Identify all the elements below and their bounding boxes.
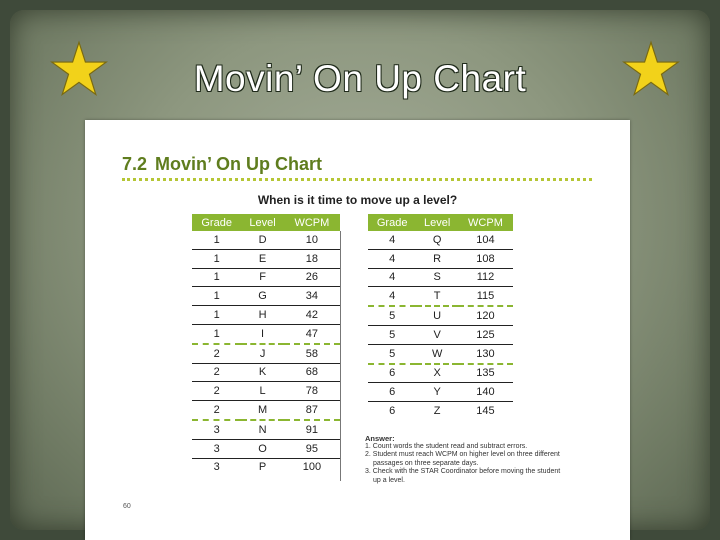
column-header: Grade (192, 214, 241, 231)
table-cell: 78 (284, 382, 340, 401)
table-cell: 6 (368, 383, 416, 402)
table-row (192, 249, 340, 268)
level-table-left (192, 214, 340, 476)
table-cell: U (416, 306, 458, 325)
table-divider-line (340, 231, 341, 481)
table-cell: 26 (284, 268, 340, 287)
table-row (192, 306, 340, 325)
table-row (192, 324, 340, 343)
table-row (368, 287, 513, 306)
table-cell: 58 (284, 344, 340, 363)
table-row (192, 268, 340, 287)
table-cell: 1 (192, 287, 241, 306)
star-icon (50, 40, 108, 98)
answer-item: 3. Check with the STAR Coordinator before moving the student up a level. (365, 468, 561, 484)
table-cell: N (241, 420, 283, 439)
table-row (192, 420, 340, 439)
column-header: WCPM (284, 214, 340, 231)
table-cell: 115 (458, 287, 513, 306)
table-row (192, 363, 340, 382)
table-row (368, 268, 513, 287)
table-cell: E (241, 249, 283, 268)
table-cell: D (241, 231, 283, 249)
table-cell: 3 (192, 420, 241, 439)
table-cell: G (241, 287, 283, 306)
table-cell: 135 (458, 364, 513, 383)
table-row (368, 344, 513, 363)
table-cell: 104 (458, 231, 513, 249)
table-cell: Q (416, 231, 458, 249)
table-cell: 5 (368, 306, 416, 325)
table-cell: 87 (284, 401, 340, 420)
table-cell: 42 (284, 306, 340, 325)
table-row (192, 382, 340, 401)
answer-item: 1. Count words the student read and subtract errors. (365, 443, 528, 450)
table-cell: 1 (192, 249, 241, 268)
table-cell: 4 (368, 249, 416, 268)
table-row (192, 439, 340, 458)
table-cell: 112 (458, 268, 513, 287)
table-cell: 140 (458, 383, 513, 402)
table-cell: 91 (284, 420, 340, 439)
dotted-divider (122, 178, 592, 181)
document-page (85, 120, 630, 540)
heading-number: 7.2 (122, 154, 148, 174)
table-cell: 4 (368, 287, 416, 306)
table-cell: 4 (368, 231, 416, 249)
table-cell: J (241, 344, 283, 363)
table-cell: 68 (284, 363, 340, 382)
table-row (192, 287, 340, 306)
table-row (192, 344, 340, 363)
table-cell: 6 (389, 405, 396, 418)
table-cell: O (241, 439, 283, 458)
table-cell: 5 (368, 344, 416, 363)
heading-text: Movin’ On Up Chart (155, 154, 323, 174)
column-header: WCPM (458, 214, 513, 231)
table-cell: R (416, 249, 458, 268)
column-header: Level (416, 214, 458, 231)
table-cell: 5 (368, 325, 416, 344)
table-row (368, 325, 513, 344)
table-cell: 1 (192, 231, 241, 249)
table-cell: M (241, 401, 283, 420)
table-cell: 47 (284, 324, 340, 343)
table-cell: 3 (213, 461, 220, 474)
table-cell: I (241, 324, 283, 343)
table-row (368, 402, 513, 420)
table-cell: 3 (192, 439, 241, 458)
table-cell: 95 (284, 439, 340, 458)
table-row (368, 249, 513, 268)
table-cell: 10 (284, 231, 340, 249)
table-cell: L (241, 382, 283, 401)
table-cell: 2 (192, 382, 241, 401)
page-number: 60 (123, 503, 131, 510)
column-header: Level (241, 214, 283, 231)
table-cell: F (241, 268, 283, 287)
table-cell: S (416, 268, 458, 287)
table-row (368, 306, 513, 325)
table-row (368, 383, 513, 402)
table-cell: 145 (476, 405, 495, 418)
table-cell: 130 (458, 344, 513, 363)
table-cell: 18 (284, 249, 340, 268)
table-cell: P (258, 461, 267, 474)
table-cell: 100 (302, 461, 322, 474)
star-icon (622, 40, 680, 98)
table-cell: Y (416, 383, 458, 402)
table-cell: 34 (284, 287, 340, 306)
table-cell: 1 (192, 306, 241, 325)
table-cell: 108 (458, 249, 513, 268)
slide-title: Movin’ On Up Chart (193, 58, 527, 99)
table-cell: Z (433, 405, 441, 418)
table-cell: 1 (192, 324, 241, 343)
table-cell: V (416, 325, 458, 344)
table-cell: 125 (458, 325, 513, 344)
answer-title: Answer: (365, 434, 395, 443)
table-cell: 6 (368, 364, 416, 383)
answer-notes (365, 434, 565, 485)
table-row (368, 231, 513, 249)
table-cell: T (416, 287, 458, 306)
table-row (192, 231, 340, 249)
table-cell: H (241, 306, 283, 325)
table-cell: W (416, 344, 458, 363)
table-cell: 120 (458, 306, 513, 325)
table-cell: 1 (192, 268, 241, 287)
question-heading: When is it time to move up a level? (257, 193, 458, 207)
answer-item: 2. Student must reach WCPM on higher level on three different passages on three separate days. (365, 451, 560, 467)
table-cell: K (241, 363, 283, 382)
table-row (192, 401, 340, 420)
table-cell: X (416, 364, 458, 383)
table-cell: 2 (192, 344, 241, 363)
level-table-right (368, 214, 513, 420)
column-header: Grade (368, 214, 416, 231)
table-cell: 2 (192, 363, 241, 382)
table-row (192, 458, 340, 476)
table-cell: 4 (368, 268, 416, 287)
table-cell: 2 (192, 401, 241, 420)
document-heading (122, 154, 322, 175)
table-row (368, 364, 513, 383)
